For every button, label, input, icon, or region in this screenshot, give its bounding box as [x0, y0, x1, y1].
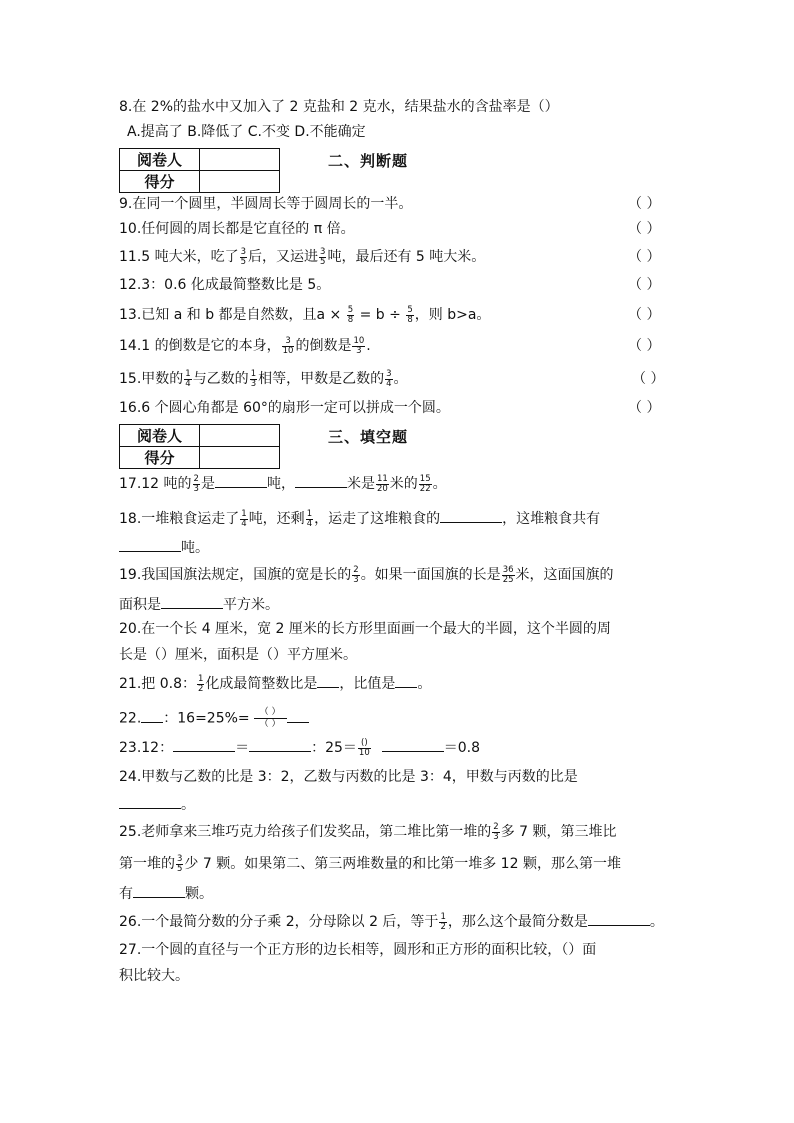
score-cell [200, 171, 280, 193]
q17-text: 17.12 吨的 $\frac{2}{3}$ 是 吨， 米是 $\frac{11}{20}$ 米的 $\frac{15}{22}$ 。 [119, 473, 447, 494]
q20-text-line2: 长是（）厘米，面积是（）平方厘米。 [119, 647, 357, 663]
q25-text: 25.老师拿来三堆巧克力给孩子们发奖品，第二堆比第一堆的 $\frac{2}{3}$ 多 7 颗，第三堆比 [119, 821, 617, 842]
q14-answer-paren: （ ） [628, 338, 661, 354]
q27-text-line2: 积比较大。 [119, 968, 189, 984]
q25-text-line2: 第一堆的 $\frac{3}{5}$ 少 7 颗。如果第二、第三两堆数量的和比第一堆多 12 颗，那么第一堆 [119, 853, 621, 874]
q18-text-line2: 吨。 [119, 537, 209, 558]
section-2-title: 二、判断题 [328, 152, 409, 170]
score-label: 得分 [120, 447, 200, 469]
grader-label: 阅卷人 [120, 149, 200, 171]
fraction: $\frac{3}{4}$ [386, 368, 392, 389]
q15-answer-paren: （ ） [632, 371, 665, 387]
q11-text: 11.5 吨大米，吃了 $\frac{3}{5}$ 后，又运进 $\frac{3}{5}$ 吨，最后还有 5 吨大米。 [119, 246, 486, 267]
q10-text: 10.任何圆的周长都是它直径的 π 倍。 [119, 221, 355, 237]
q14-text: 14.1 的倒数是它的本身， $\frac{3}{10}$ 的倒数是 $\frac{10}{3}$ . [119, 335, 371, 356]
score-cell [200, 447, 280, 469]
fraction: $\frac{1}{4}$ [185, 368, 191, 389]
q13-text: 13.已知 a 和 b 都是自然数，且a × $\frac{5}{8}$ = b ÷ $\frac{5}{8}$ ，则 b>a。 [119, 304, 491, 325]
q27-text: 27.一个圆的直径与一个正方形的边长相等，圆形和正方形的面积比较，（）面 [119, 942, 597, 958]
fraction: $\frac{()}{10}$ [358, 737, 370, 758]
fraction: $\frac{5}{8}$ [347, 304, 354, 325]
fraction: $\frac{3}{10}$ [282, 335, 294, 356]
answer-blank [295, 473, 347, 488]
fraction: $\frac{10}{3}$ [353, 335, 365, 356]
fraction: $\frac{3}{5}$ [240, 246, 247, 267]
answer-blank [440, 508, 502, 523]
fraction: $\frac{3}{5}$ [320, 246, 326, 267]
grader-label: 阅卷人 [120, 425, 200, 447]
q10-answer-paren: （ ） [628, 221, 661, 237]
fraction: $\frac{15}{22}$ [419, 473, 431, 494]
fraction: $\frac{1}{4}$ [306, 508, 313, 529]
q20-text: 20.在一个长 4 厘米，宽 2 厘米的长方形里面画一个最大的半圆，这个半圆的周 [119, 621, 611, 637]
section-3-title: 三、填空题 [328, 428, 409, 446]
answer-blank [588, 911, 650, 926]
q21-text: 21.把 0.8： $\frac{1}{2}$ 化成最简整数比是 ，比值是 。 [119, 673, 432, 694]
answer-blank [395, 673, 417, 688]
answer-blank [141, 708, 163, 723]
answer-blank [317, 673, 339, 688]
q16-answer-paren: （ ） [628, 400, 661, 416]
q22-text: 22. ：16=25%= （ ） （ ） [119, 707, 309, 730]
q15-text: 15.甲数的 $\frac{1}{4}$ 与乙数的 $\frac{1}{3}$ 相等，甲数是乙数的 $\frac{3}{4}$ 。 [119, 368, 408, 389]
q8-options: A.提高了 B.降低了 C.不变 D.不能确定 [127, 124, 366, 140]
answer-blank [382, 737, 444, 752]
q12-answer-paren: （ ） [628, 277, 661, 293]
q23-text: 23.12： ＝ ：25＝ $\frac{()}{10}$ ＝0.8 [119, 737, 481, 758]
fraction: $\frac{2}{3}$ [193, 473, 199, 494]
q24-text-line2: 。 [119, 794, 195, 815]
q11-answer-paren: （ ） [628, 249, 661, 265]
fraction: $\frac{1}{2}$ [197, 673, 204, 694]
fraction: $\frac{36}{25}$ [502, 564, 514, 585]
fraction: $\frac{2}{3}$ [493, 821, 499, 842]
q13-answer-paren: （ ） [628, 307, 661, 323]
fraction: $\frac{1}{4}$ [241, 508, 247, 529]
answer-blank [133, 883, 185, 898]
q19-text-line2: 面积是 平方米。 [119, 594, 279, 615]
fraction: $\frac{1}{2}$ [440, 911, 446, 932]
q9-text: 9.在同一个圆里，半圆周长等于圆周长的一半。 [119, 196, 413, 212]
q16-text: 16.6 个圆心角都是 60°的扇形一定可以拼成一个圆。 [119, 400, 450, 416]
q19-text: 19.我国国旗法规定，国旗的宽是长的 $\frac{2}{3}$ 。如果一面国旗的长是 $\frac{36}{25}$ 米，这面国旗的 [119, 564, 614, 585]
answer-blank [119, 537, 181, 552]
fraction: $\frac{1}{3}$ [250, 368, 257, 389]
grader-cell [200, 149, 280, 171]
score-table-1 [119, 148, 280, 193]
q9-answer-paren: （ ） [628, 196, 661, 212]
answer-blank [119, 794, 181, 809]
answer-blank [215, 473, 267, 488]
q8-text: 8.在 2%的盐水中又加入了 2 克盐和 2 克水，结果盐水的含盐率是（） [119, 99, 559, 115]
score-label: 得分 [120, 171, 200, 193]
answer-blank [173, 737, 235, 752]
q25-text-line3: 有 颗。 [119, 883, 213, 904]
answer-blank [249, 737, 311, 752]
fraction: $\frac{5}{8}$ [407, 304, 413, 325]
fraction: $\frac{11}{20}$ [376, 473, 388, 494]
fraction: $\frac{2}{3}$ [353, 564, 359, 585]
answer-blank [287, 708, 309, 723]
fraction: $\frac{3}{5}$ [177, 853, 183, 874]
grader-cell [200, 425, 280, 447]
score-table-2 [119, 424, 280, 469]
answer-blank [161, 594, 223, 609]
q26-text: 26.一个最简分数的分子乘 2，分母除以 2 后，等于 $\frac{1}{2}$ ，那么这个最简分数是 。 [119, 911, 664, 932]
q12-text: 12.3：0.6 化成最简整数比是 5。 [119, 277, 331, 293]
q18-text: 18.一堆粮食运走了 $\frac{1}{4}$ 吨，还剩 $\frac{1}{4}$ ，运走了这堆粮食的 ，这堆粮食共有 [119, 508, 601, 529]
q24-text: 24.甲数与乙数的比是 3：2，乙数与丙数的比是 3：4，甲数与丙数的比是 [119, 769, 578, 785]
fraction: （ ） （ ） [254, 707, 287, 730]
